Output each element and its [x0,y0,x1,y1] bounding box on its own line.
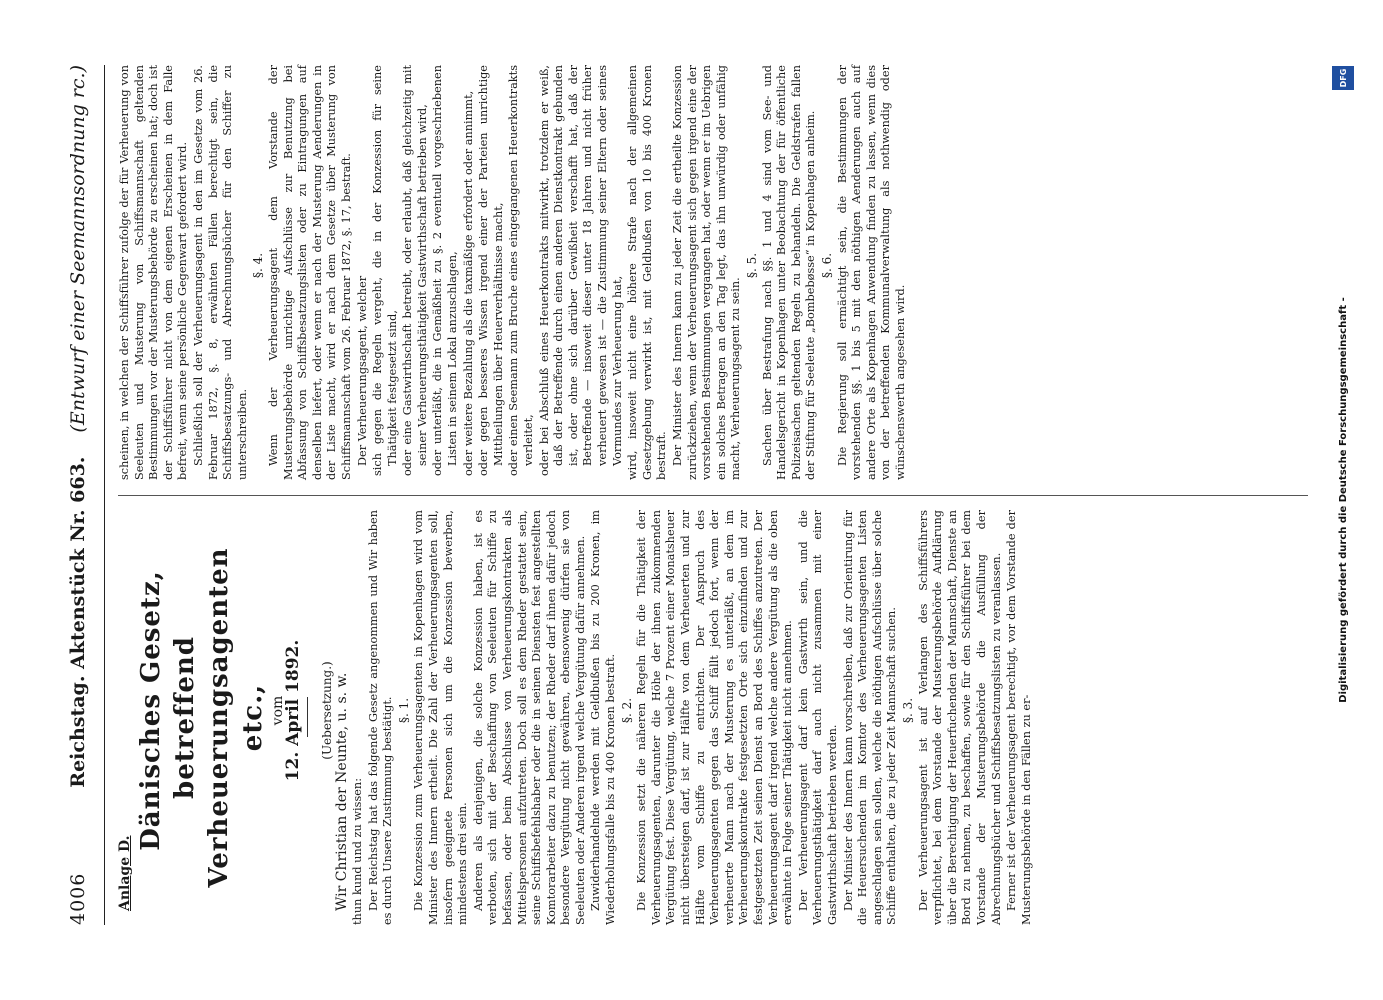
section-4-text: wird, insoweit nicht eine höhere Strafe nach der allgemeinen Gesetzgebung verwirkt ist, mit Geldbußen von 10 bis 400 Kronen bestraft. [626,65,669,480]
section-5-text: Sachen über Bestrafung nach §§. 1 und 4 sind vom See- und Handelsgericht in Kopenhagen unter Beobachtung der für öffentliche Polizeisachen geltenden Regeln zu behandeln. Die Geldstrafen fallen der Stiftung für Seeleute „Bombebøsse“ in Kopenhagen anheim. [760,65,818,480]
section-4-text: Der Verheuerungsagent, welcher [355,275,369,466]
continued-text: scheinen, in welchen der Schiffsführer zufolge der für Verheuerung von Seeleuten und Musterung von Schiffsmannschaft geltenden Bestimmungen vor der Musterungsbehörde zu erscheinen hat; doch ist der Schiffsführer nicht von dem eigenen Erscheinen in dem Falle befreit, wenn seine persönliche Gegenwart gefordert wird. [118,65,190,480]
section-1-text: Die Konzession zum Verheuerungsagenten in Kopenhagen wird vom Minister des Innern ertheilt. Die Zahl der Verheuerungsagenten soll, insofern geeignete Personen sich um die Konzession bewerben, mindestens drei sein. [412,510,470,925]
section-4-heading: §. 4. [251,252,266,279]
section-3-text: Der Verheuerungsagent ist auf Verlangen des Schiffsführers verpflichtet, bei dem Vorstande der Musterungsbehörde Aufklärung über die Berechtigung der Heuerfuchenden der Mannschaft, Dienste an Bord zu nehmen, zu beschaffen, sowie für den Schiffsführer bei dem Vorstande der Musterungsbehörde die Ausfüllung der Abrechnungsbücher und Schiffsbesatzungslisten zu veranlassen. [916,510,1003,925]
right-column [118,65,1308,480]
section-3-heading: §. 3. [900,697,915,724]
annex-label: Anlage D. [117,835,133,911]
section-4-item: sich gegen die Regeln vergeht, die in der Konzession für seine Thätigkeit festgesetzt sind, [371,65,399,476]
section-5-heading: §. 5. [744,252,759,279]
section-6-heading: §. 6. [819,252,834,279]
king-line: Wir Christian der Neunte, u. s. w. [334,672,351,911]
header-rule [104,65,105,925]
section-2-text: Der Minister des Innern kann vorschreiben, daß zur Orientirung für die Heuersuchenden im Komtor des Verheuerungsagenten Listen angeschlagen sein sollen, welche die nöthigen Aufschlüsse über solche Schiffe enthalten, die zu jeder Zeit Mannschaft suchen. [841,510,899,925]
section-1-text: Zuwiderhandelnde werden mit Geldbußen bis zu 200 Kronen, im Wiederholungsfalle bis zu 400 Kronen bestraft. [589,510,618,925]
section-1-heading: §. 1. [396,697,411,724]
vom-label: vom [269,695,286,726]
section-2-text: Der Verheuerungsagent darf kein Gastwirth sein, und die Verheuerungsthätigkeit darf auch nicht zusammen mit einer Gastwirthschaft betrieben werden. [796,510,839,925]
section-4-item: oder weitere Bezahlung als die taxmäßige erfordert oder annimmt, [461,90,475,476]
section-4-item: oder unterläßt, die in Gemäßheit zu §. 2 eventuell vorgeschriebenen Listen in seinem Lokal anzuschlagen, [431,65,460,476]
section-4-item: oder gegen besseres Wissen irgend einer der Parteien unrichtige Mittheilungen über Heuerverhältnisse macht, [477,65,505,476]
section-4-item: oder eine Gastwirthschaft betreibt, oder erlaubt, daß gleichzeitig mit seiner Verheuerungsthätigkeit Gastwirthschaft betrieben wird, [401,65,429,476]
law-date: 12. April 1892. [283,639,304,782]
dfg-logo: DFG [1332,66,1354,90]
digitization-note: Digitalisierung gefördert durch die Deutsche Forschungsgemeinschaft - [1338,297,1349,703]
section-title: (Entwurf einer Seemannsordnung rc.) [67,65,89,433]
column-divider [118,495,1308,496]
section-4-item: oder einen Seemann zum Bruche eines eingegangenen Heuerkontrakts verleitet, [507,65,536,476]
section-2-text: Die Konzession setzt die näheren Regeln für die Thätigkeit der Verheuerungsagenten, darunter die Höhe der ihnen zukommenden Vergütung fest. Diese Vergütung, welche 7 Prozent einer Monatsheuer nicht übersteigen darf, ist zur Hälfte von dem Verheuerten und zur Hälfte vom Schiffe zu entrichten. Der Anspruch des Verheuerungsagenten gegen das Schiff fällt jedoch fort, wenn der verheuerte Mann nach der Musterung es unterläßt, an dem im Verheuerungskontrakte festgesetzten Orte sich einzufinden und zur festgesetzten Zeit seinen Dienst an Bord des Schiffes anzutreten. Der Verheuerungsagent darf irgend welche andere Vergütung als die oben erwähnte in Folge seiner Thätigkeit nicht annehmen. [635,510,795,925]
left-column [118,510,1308,925]
law-title: Dänisches Gesetz, betreffend Verheuerungsagenten etc., [135,547,268,888]
page-number: 4006 [67,872,89,925]
section-3-text: Ferner ist der Verheuerungsagent berechtigt, vor dem Vorstande der Musterungsbehörde in den Fällen zu er- [1005,510,1033,925]
section-4-item: oder bei Abschluß eines Heuerkontrakts mitwirkt, trotzdem er weiß, daß der Betreffende durch einen anderen Dienstkontrakt gebunden ist, oder ohne sich darüber Gewißheit verschafft hat, daß der Betreffende — insoweit dieser unter 18 Jahren und nicht früher verheuert gewesen ist — die Zustimmung seiner Eltern oder seines Vormundes zur Verheuerung hat, [537,65,624,476]
section-4-text: Der Minister des Innern kann zu jeder Zeit die ertheilte Konzession zurückziehen, wenn der Verheuerungsagent sich gegen irgend eine der vorstehenden Bestimmungen vergangen hat, oder wenn er im Uebrigen ein solches Betragen an den Tag legt, das ihn unwürdig oder unfähig macht, Verheuerungsagent zu sein. [670,65,743,480]
publication-reference: Reichstag. Aktenstück Nr. 663. [67,456,89,788]
translation-note: (Uebersetzung.) [319,661,334,760]
short-divider [307,698,308,738]
section-6-text: Die Regierung soll ermächtigt sein, die Bestimmungen der vorstehenden §§. 1 bis 5 mit den nöthigen Aenderungen auch auf andere Orte als Kopenhagen Anwendung finden zu lassen, wenn dies von der betreffenden Kommunalverwaltung als nothwendig oder wünschenswerth angesehen wird. [835,65,907,480]
section-4-text: Wenn der Verheuerungsagent dem Vorstande der Musterungsbehörde unrichtige Aufschlüsse zur Benutzung bei Abfassung von Schiffsbesatzungslisten oder zu Eintragungen auf denselben liefert, oder wenn er nach der Musterung Aenderungen in der Liste macht, wird er nach dem Gesetze über Musterung von Schiffsmannschaft vom 26. Februar 1872, §. 17, bestraft. [266,65,353,480]
section-2-heading: §. 2. [619,697,634,724]
continued-text: Schließlich soll der Verheuerungsagent in den im Gesetze vom 26. Februar 1872, §. 8, erwähnten Fällen berechtigt sein, die Schiffsbesatzungs- und Abrechnungsbücher für den Schiffer zu unterschreiben. [191,65,249,480]
page-header [58,65,98,925]
intro-line: thun kund und zu wissen: [350,777,364,925]
section-1-text: Anderen als denjenigen, die solche Konzession haben, ist es verboten, sich mit der Beschaffung von Seeleuten für Schiffe zu befassen, oder beim Abschlusse von Verheuerungskontrakten als Mittelspersonen aufzutreten. Doch soll es dem Rheder gestattet sein, seine Schiffsbefehlshaber oder die in seinen Diensten fest angestellten Komtorarbeiter dazu zu benutzen; der Rheder darf ihnen dafür jedoch besondere Vergütung nicht gewähren, ebensowenig dürfen sie von Seeleuten oder Anderen irgend welche Vergütung dafür annehmen. [471,510,587,925]
intro-text: Der Reichstag hat das folgende Gesetz angenommen und Wir haben es durch Unsere Zustimmung bestätigt. [366,510,395,925]
